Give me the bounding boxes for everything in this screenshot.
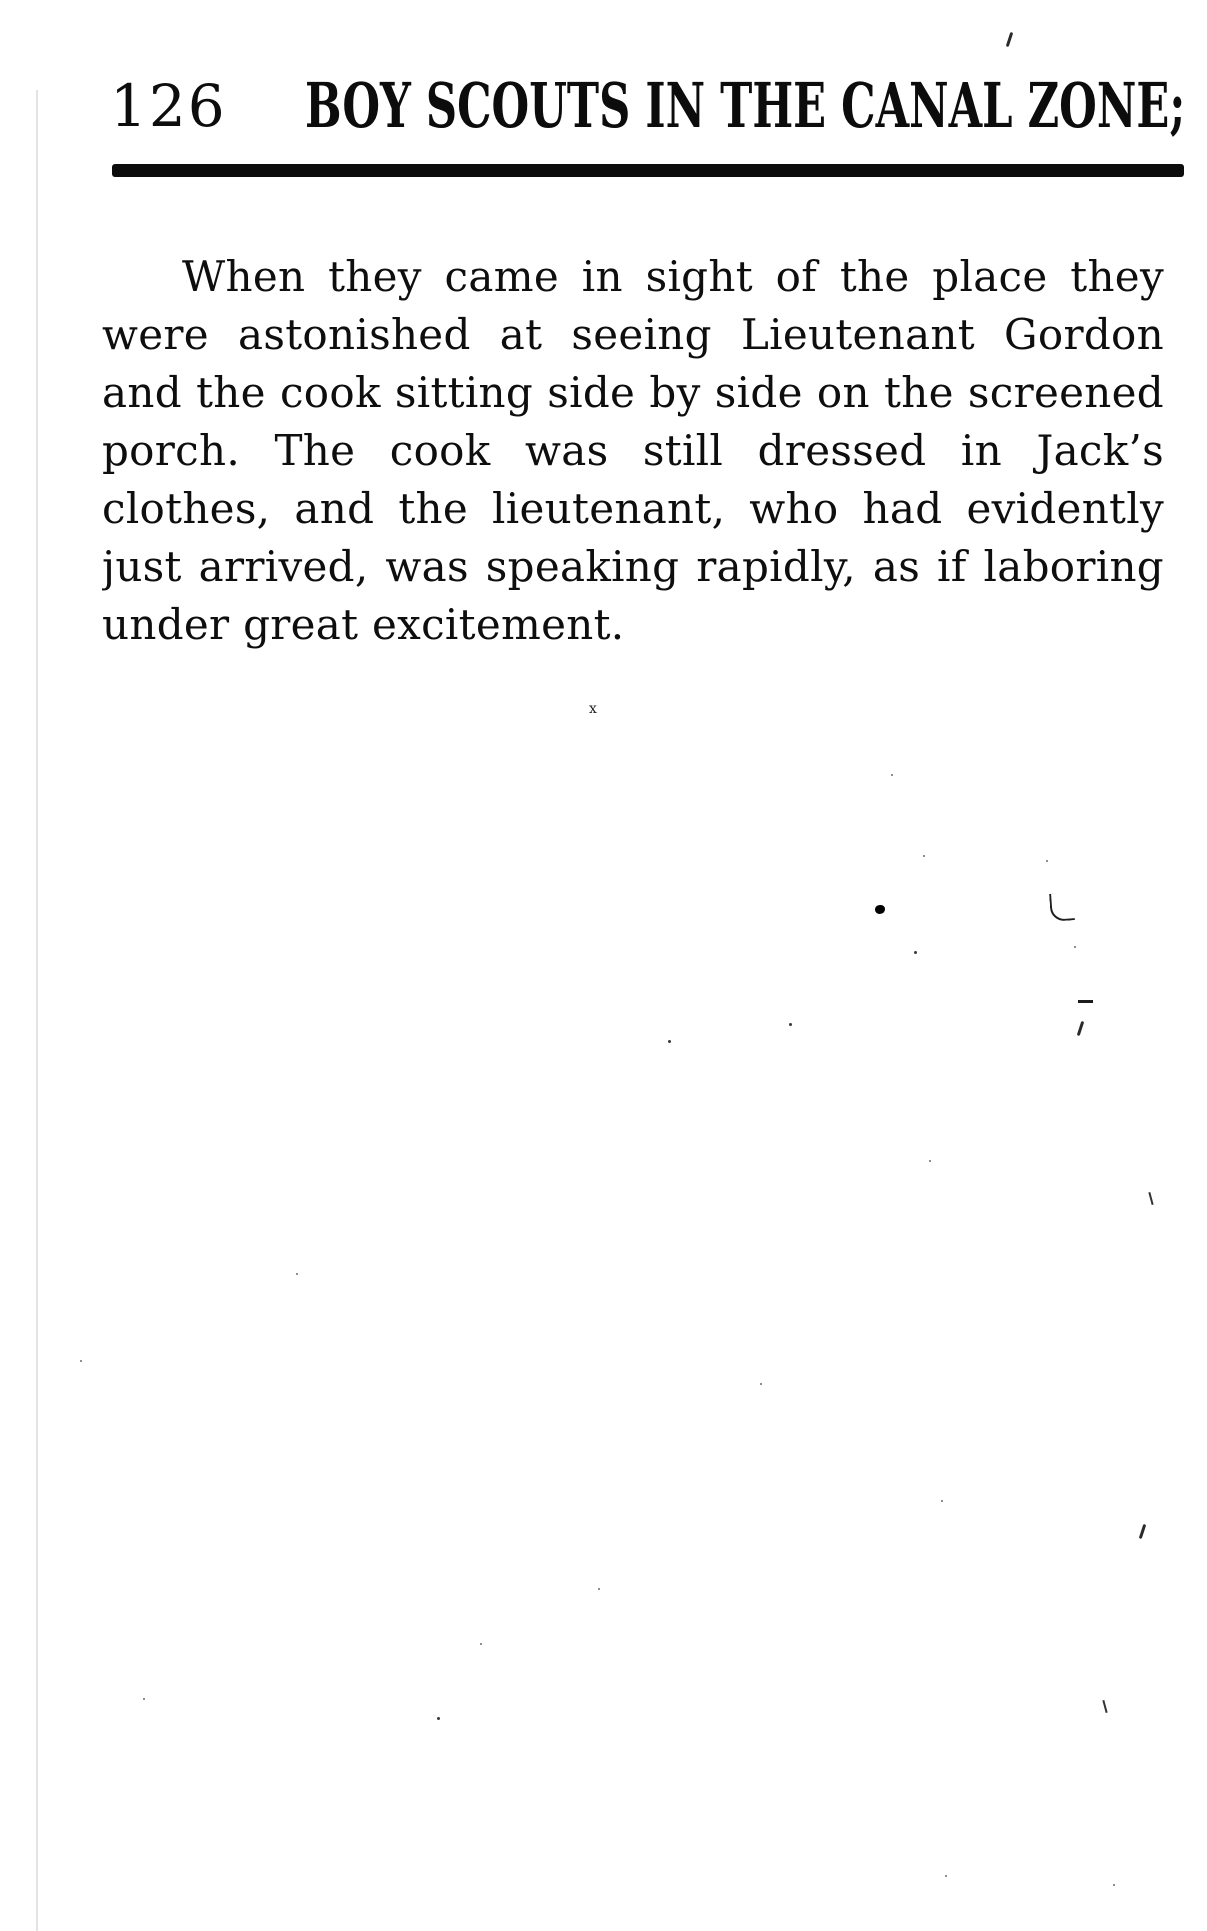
- noise-speck: [945, 1875, 947, 1877]
- paragraph-line: clothes, and the lieutenant, who had evidently: [102, 484, 1164, 533]
- noise-speck: [80, 1360, 82, 1362]
- paragraph-line: and the cook sitting side by side on the screened: [102, 368, 1164, 417]
- noise-speck: [1102, 1700, 1107, 1713]
- noise-speck: [598, 1588, 600, 1590]
- paragraph-line: just arrived, was speaking rapidly, as if laboring: [102, 542, 1164, 591]
- noise-speck: [1077, 1021, 1084, 1036]
- noise-speck: [789, 1023, 792, 1026]
- noise-speck: [1148, 1192, 1153, 1205]
- noise-speck: [1006, 32, 1013, 47]
- noise-speck: [914, 951, 917, 954]
- noise-speck: [296, 1273, 298, 1275]
- noise-speck: [480, 1643, 482, 1645]
- noise-speck: [760, 1383, 762, 1385]
- paragraph-line: were astonished at seeing Lieutenant Gordon: [102, 310, 1164, 359]
- body-paragraph: [102, 248, 1164, 654]
- noise-speck: [875, 905, 885, 914]
- paragraph-line: porch. The cook was still dressed in Jack’s: [102, 426, 1164, 475]
- noise-speck: [143, 1698, 145, 1700]
- noise-speck: [1113, 1884, 1115, 1886]
- paragraph-line: When they came in sight of the place they: [182, 252, 1164, 301]
- header-rule: [112, 164, 1184, 177]
- noise-speck: [668, 1040, 671, 1043]
- scan-edge-line: [36, 90, 38, 1931]
- noise-speck: [1074, 946, 1076, 948]
- noise-speck: [1078, 1000, 1093, 1003]
- noise-speck: [1139, 1524, 1146, 1539]
- page-number: 126: [110, 72, 227, 140]
- noise-speck: [923, 855, 925, 857]
- noise-speck: [941, 1500, 943, 1502]
- noise-speck: x: [589, 701, 597, 717]
- noise-speck: [1049, 892, 1075, 922]
- noise-speck: [891, 774, 893, 776]
- paragraph-line: under great excitement.: [102, 600, 625, 649]
- noise-speck: [437, 1717, 440, 1720]
- noise-speck: [929, 1160, 931, 1162]
- noise-speck: [1046, 860, 1048, 862]
- running-title: BOY SCOUTS IN THE CANAL ZONE;: [305, 69, 1186, 142]
